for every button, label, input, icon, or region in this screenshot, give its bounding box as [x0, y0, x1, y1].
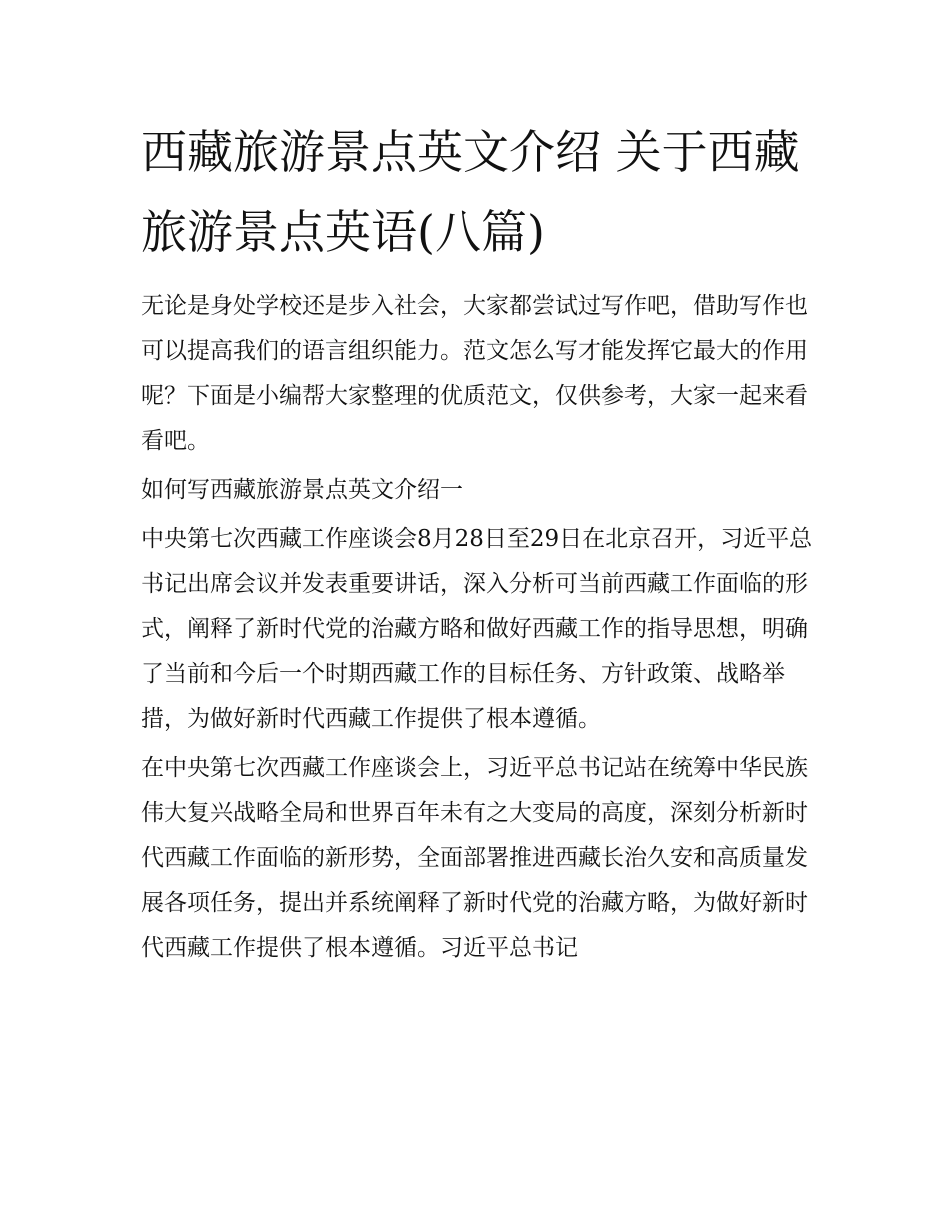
section-heading: 如何写西藏旅游景点英文介绍一 — [141, 477, 463, 503]
body-paragraph-2: 在中央第七次西藏工作座谈会上，习近平总书记站在统筹中华民族伟大复兴战略全局和世界百年未有之大变局的高度，深刻分析新时代西藏工作面临的新形势，全面部署推进西藏长治久安和高质量发展各项任务，提出并系统阐释了新时代党的治藏方略，为做好新时代西藏工作提供了根本遵循。习近平总书记 — [141, 755, 808, 961]
body-paragraph-1: 中央第七次西藏工作座谈会8月28日至29日在北京召开，习近平总书记出席会议并发表重要讲话，深入分析可当前西藏工作面临的形式，阐释了新时代党的治藏方略和做好西藏工作的指导思想，明确了当前和今后一个时期西藏工作的目标任务、方针政策、战略举措，为做好新时代西藏工作提供了根本遵循。 — [141, 526, 813, 732]
document-title: 西藏旅游景点英文介绍 关于西藏旅游景点英语(八篇) — [141, 125, 800, 259]
document-page — [141, 112, 813, 971]
intro-paragraph: 无论是身处学校还是步入社会，大家都尝试过写作吧，借助写作也可以提高我们的语言组织能力。范文怎么写才能发挥它最大的作用呢？下面是小编帮大家整理的优质范文，仅供参考，大家一起来看看吧。 — [141, 293, 808, 454]
